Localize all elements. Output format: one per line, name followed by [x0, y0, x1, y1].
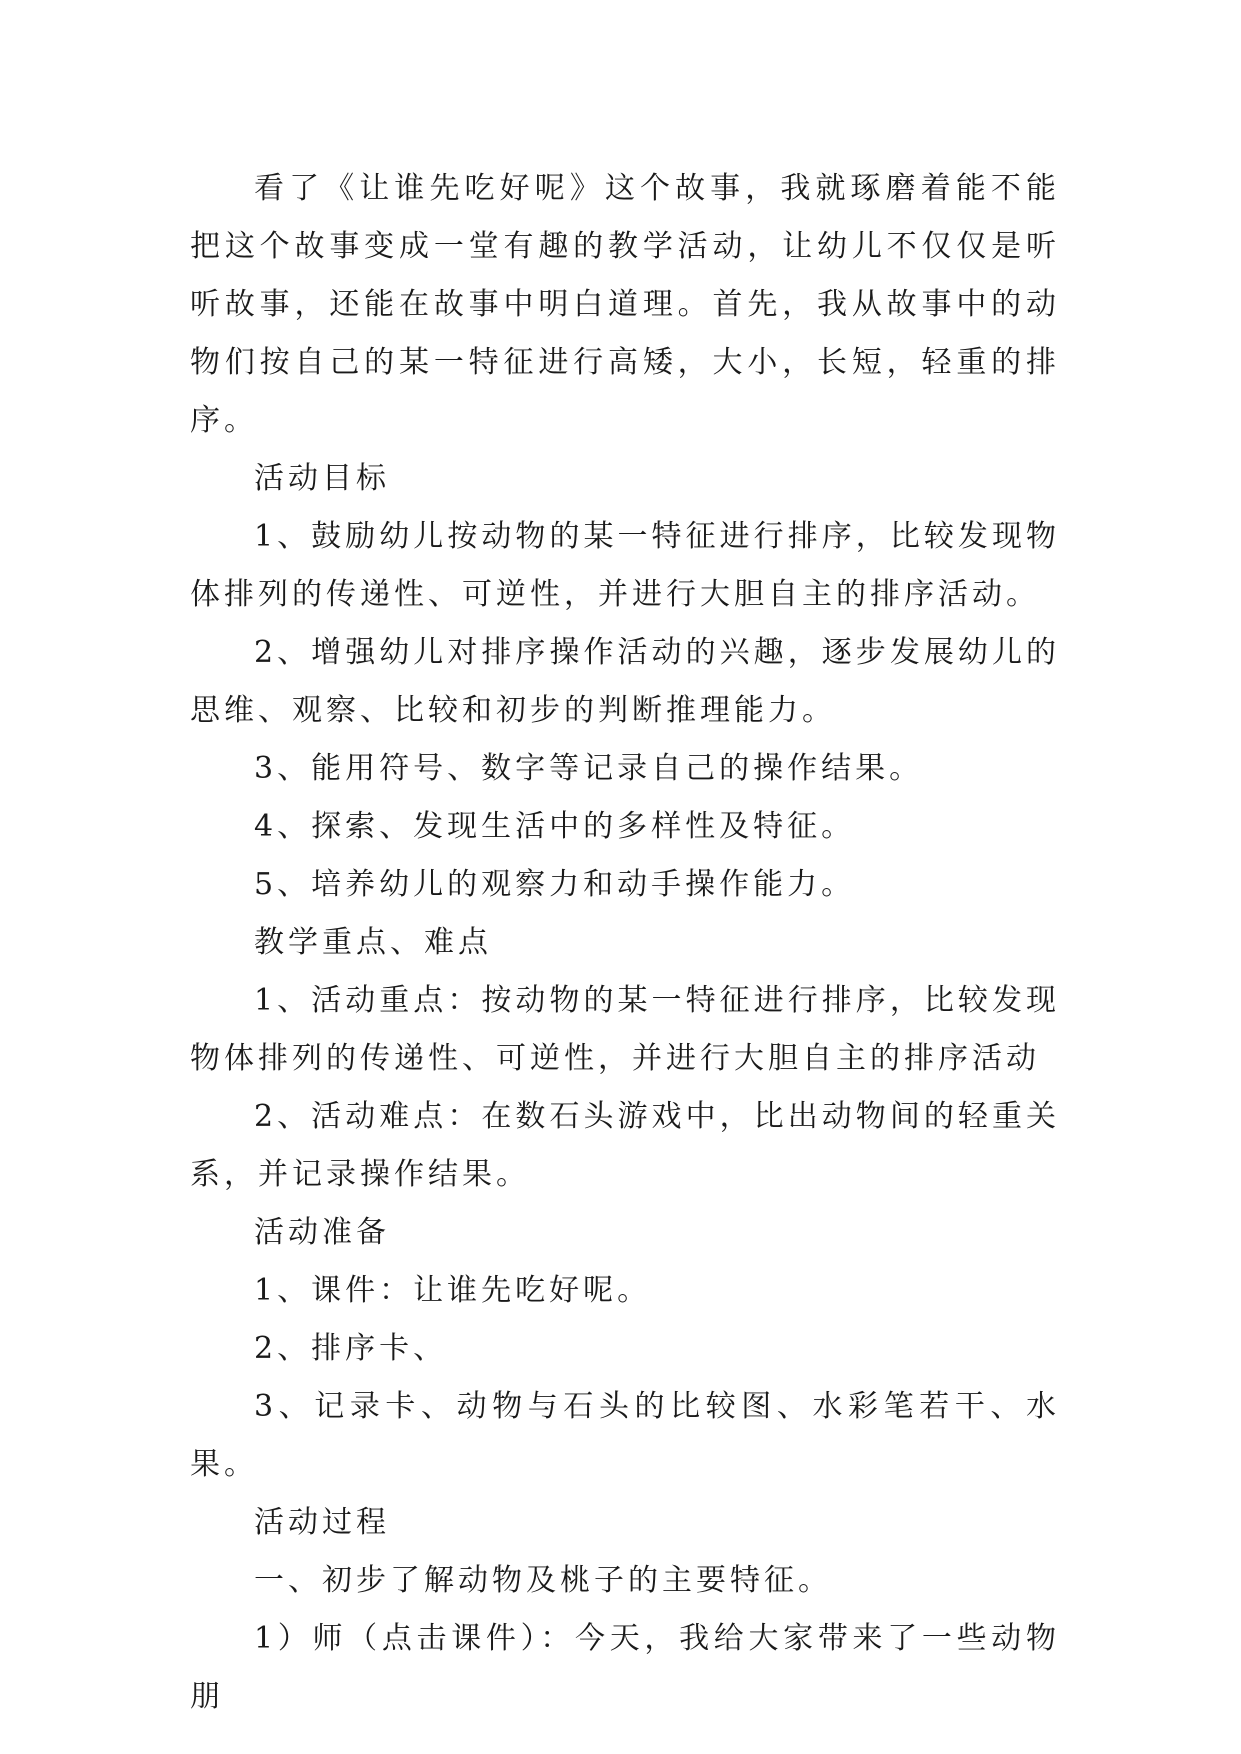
section-heading-process: 活动过程 — [254, 1505, 390, 1540]
key-point-item-2: 2、活动难点：在数石头游戏中，比出动物间的轻重关系，并记录操作结果。 — [190, 1099, 1060, 1192]
intro-paragraph: 看了《让谁先吃好呢》这个故事，我就琢磨着能不能把这个故事变成一堂有趣的教学活动，让幼儿不仅仅是听听故事，还能在故事中明白道理。首先，我从故事中的动物们按自己的某一特征进行高矮，大小，长短，轻重的排序。 — [190, 171, 1060, 438]
document-page — [190, 160, 1060, 1726]
section-heading-key-points: 教学重点、难点 — [254, 925, 492, 960]
section-heading-preparation: 活动准备 — [254, 1215, 390, 1250]
goal-item-4: 4、探索、发现生活中的多样性及特征。 — [254, 809, 856, 844]
preparation-item-1: 1、课件：让谁先吃好呢。 — [254, 1273, 652, 1308]
goal-item-2: 2、增强幼儿对排序操作活动的兴趣，逐步发展幼儿的思维、观察、比较和初步的判断推理能力。 — [190, 635, 1060, 728]
section-heading-goals: 活动目标 — [254, 461, 390, 496]
process-step-heading: 一、初步了解动物及桃子的主要特征。 — [254, 1563, 832, 1598]
goal-item-3: 3、能用符号、数字等记录自己的操作结果。 — [254, 751, 924, 786]
process-step-1: 1）师（点击课件）：今天，我给大家带来了一些动物朋 — [190, 1621, 1060, 1714]
preparation-item-3: 3、记录卡、动物与石头的比较图、水彩笔若干、水果。 — [190, 1389, 1060, 1482]
goal-item-1: 1、鼓励幼儿按动物的某一特征进行排序，比较发现物体排列的传递性、可逆性，并进行大胆自主的排序活动。 — [190, 519, 1060, 612]
preparation-item-2: 2、排序卡、 — [254, 1331, 448, 1366]
goal-item-5: 5、培养幼儿的观察力和动手操作能力。 — [254, 867, 856, 902]
key-point-item-1: 1、活动重点：按动物的某一特征进行排序，比较发现物体排列的传递性、可逆性，并进行大胆自主的排序活动 — [190, 983, 1060, 1076]
